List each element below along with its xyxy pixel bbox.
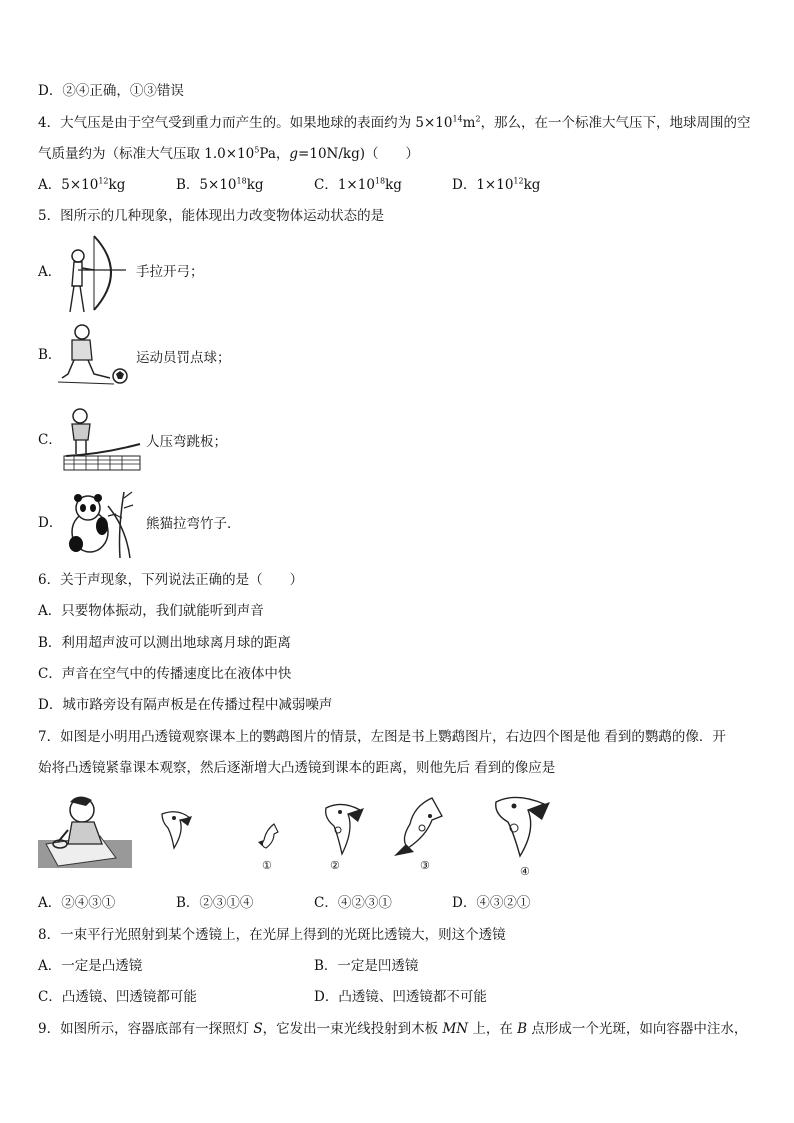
q7-option-d: D．④③②①: [452, 895, 531, 911]
q8-stem: 8．一束平行光照射到某个透镜上，在光屏上得到的光斑比透镜大，则这个透镜: [38, 927, 506, 943]
q4-option-c: C．$1\times 10^{18}kg$: [314, 176, 402, 193]
q7-stem-line2: 始将凸透镜紧靠课本观察，然后逐渐增大凸透镜到课本的距离，则他先后 看到的像应是: [38, 760, 556, 776]
soccer-player-figure: [58, 322, 130, 390]
parrot-image-4-figure: [490, 792, 552, 862]
q7-stem-line1: 7．如图是小明用凸透镜观察课本上的鹦鹉图片的情景，左图是书上鹦鹉图片，右边四个图是他 看到的鹦鹉的像．开: [38, 729, 726, 745]
fig-label-1: ①: [262, 859, 272, 872]
q8-option-b: B．一定是凹透镜: [314, 958, 419, 974]
diving-board-figure: [62, 404, 142, 472]
panda-bamboo-figure: [64, 488, 140, 560]
q8-option-d: D．凸透镜、凹透镜都不可能: [314, 989, 487, 1005]
q6-option-a: A．只要物体振动，我们就能听到声音: [38, 603, 264, 619]
q4-option-b: B．$5\times 10^{18}kg$: [176, 176, 264, 193]
q4-stem-line1: 4．大气压是由于空气受到重力而产生的。如果地球的表面约为 $5\times 10^{14}m^2$，那么，在一个标准大气压下，地球周围的空: [38, 114, 751, 131]
q7-option-a: A．②④③①: [38, 895, 116, 911]
fig-label-4: ④: [520, 865, 530, 878]
q7-option-b: B．②③①④: [176, 895, 254, 911]
q7-option-c: C．④②③①: [314, 895, 392, 911]
parrot-original-figure: [154, 808, 196, 854]
q5-caption-b: 运动员罚点球；: [136, 350, 231, 366]
q4-stem-line2: 气质量约为（标准大气压取 $1.0\times 10^5Pa$，g=10N/kg)（ ）: [38, 145, 419, 162]
q5-stem: 5．图所示的几种现象，能体现出力改变物体运动状态的是: [38, 208, 385, 224]
q8-option-a: A．一定是凸透镜: [38, 958, 143, 974]
boy-with-lens-figure: [38, 792, 134, 870]
q5-option-b-letter: B．: [38, 347, 62, 363]
fig-label-2: ②: [330, 859, 340, 872]
q3-option-d: D．②④正确，①③错误: [38, 83, 184, 99]
q6-option-b: B．利用超声波可以测出地球离月球的距离: [38, 635, 291, 651]
q6-stem: 6．关于声现象，下列说法正确的是（ ）: [38, 572, 304, 588]
archer-figure: [64, 232, 128, 314]
q4-option-a: A．$5\times 10^{12}kg$: [38, 176, 126, 193]
fig-label-3: ③: [420, 859, 430, 872]
q5-option-d-letter: D．: [38, 515, 63, 531]
q9-stem: 9．如图所示，容器底部有一探照灯 S，它发出一束光线投射到木板 MN 上，在 B 点形成一个光斑，如向容器中注水，: [38, 1021, 748, 1037]
q4-option-d: D．$1\times 10^{12}kg$: [452, 176, 541, 193]
q8-option-c: C．凸透镜、凹透镜都可能: [38, 989, 197, 1005]
parrot-image-3-figure: [392, 794, 448, 862]
parrot-image-2-figure: [320, 800, 366, 860]
q5-option-c-letter: C．: [38, 432, 62, 448]
parrot-image-1-figure: [256, 822, 280, 858]
q5-caption-d: 熊猫拉弯竹子．: [146, 516, 241, 532]
q5-option-a-letter: A．: [38, 264, 62, 280]
q5-caption-a: 手拉开弓；: [136, 264, 204, 280]
q6-option-c: C．声音在空气中的传播速度比在液体中快: [38, 666, 292, 682]
q6-option-d: D．城市路旁设有隔声板是在传播过程中减弱噪声: [38, 697, 333, 713]
q5-caption-c: 人压弯跳板；: [146, 434, 227, 450]
